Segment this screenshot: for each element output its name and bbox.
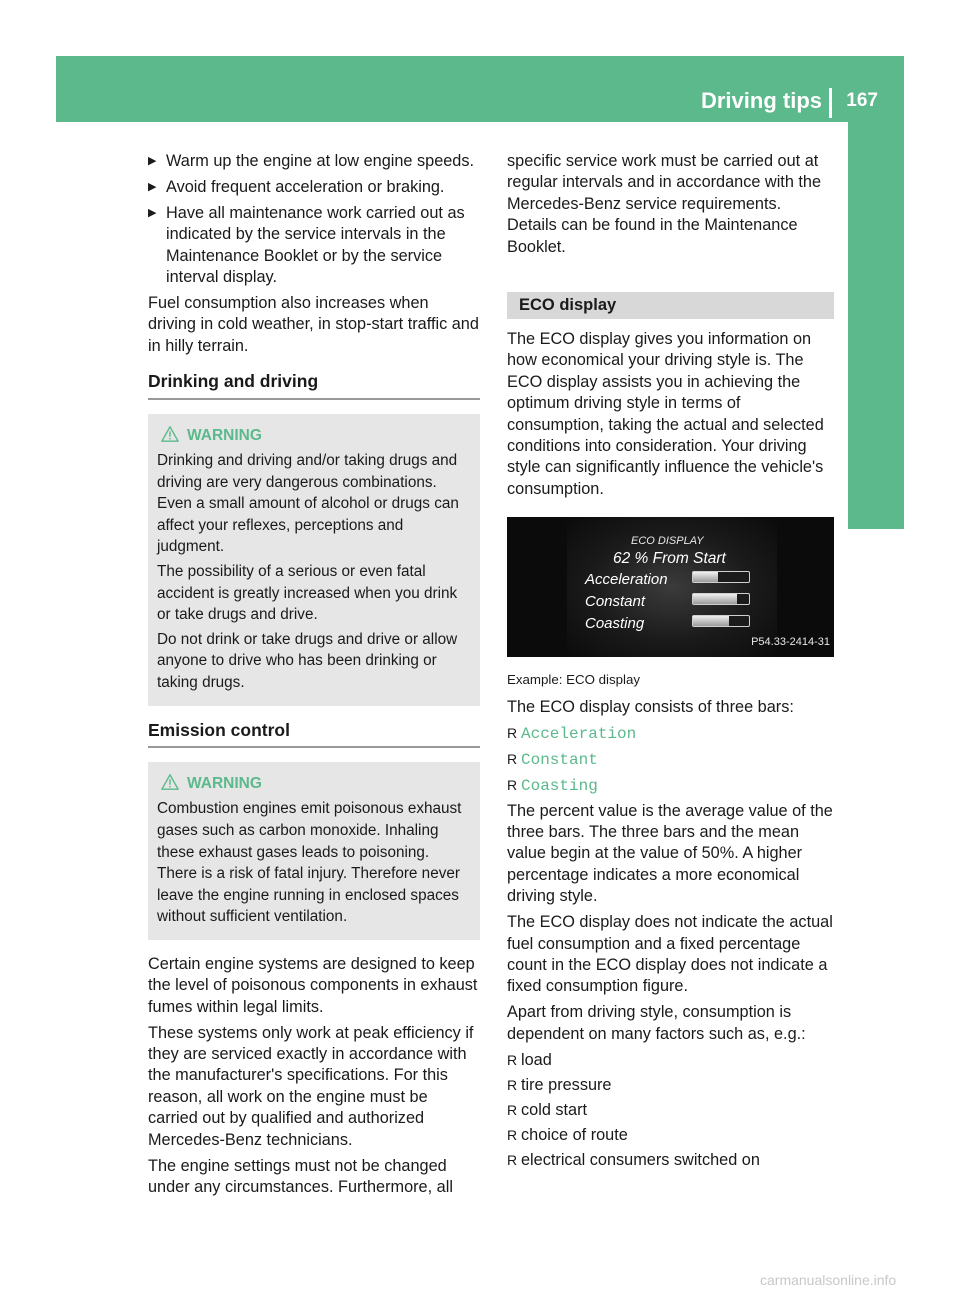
eco-row-label: Constant bbox=[585, 593, 646, 611]
list-item: R Coasting bbox=[507, 775, 834, 797]
list-item: R Constant bbox=[507, 749, 834, 771]
warning-triangle-icon bbox=[161, 773, 179, 791]
paragraph: Apart from driving style, consumption is dependent on many factors such as, e.g.: bbox=[507, 1003, 806, 1043]
list-item: R choice of route bbox=[507, 1125, 834, 1146]
watermark: carmanualsonline.info bbox=[760, 1272, 897, 1288]
warning-box bbox=[148, 762, 480, 940]
eco-bar-constant bbox=[692, 593, 750, 605]
left-column bbox=[148, 151, 480, 1203]
list-item: R electrical consumers switched on bbox=[507, 1150, 834, 1171]
side-marker bbox=[848, 487, 904, 529]
paragraph: The ECO display does not indicate the actual fuel consumption and a fixed percentage count in the ECO display does not indicate a fixed consumption figure. bbox=[507, 913, 833, 996]
heading-drinking-driving: Drinking and driving bbox=[148, 371, 480, 399]
image-code: P54.33-2414-31 bbox=[751, 635, 830, 648]
header-separator bbox=[829, 88, 832, 118]
eco-row-label: Coasting bbox=[585, 615, 645, 633]
eco-display-title: ECO DISPLAY bbox=[631, 535, 704, 548]
paragraph: Fuel consumption also increases when driving in cold weather, in stop-start traffic and in hilly terrain. bbox=[148, 293, 479, 355]
right-column bbox=[507, 151, 834, 1175]
tip-item: ▶ Avoid frequent acceleration or braking. bbox=[148, 177, 480, 198]
warning-title: WARNING bbox=[157, 425, 471, 446]
heading-eco-display: ECO display bbox=[507, 292, 834, 319]
paragraph: The ECO display consists of three bars: bbox=[507, 697, 794, 716]
eco-display-image bbox=[507, 517, 834, 657]
warning-text: The possibility of a serious or even fatal accident is greatly increased when you drink or take drugs and drive. bbox=[157, 562, 458, 624]
warning-box bbox=[148, 414, 480, 706]
list-item: R Acceleration bbox=[507, 723, 834, 745]
list-item: R cold start bbox=[507, 1100, 834, 1121]
warning-text: Drinking and driving and/or taking drugs and driving are very dangerous combinations. Even a small amount of alcohol or drugs can affect your reflexes, perceptions and judgment. bbox=[157, 451, 459, 556]
warning-text: Do not drink or take drugs and drive or allow anyone to drive who has been drinking or taking drugs. bbox=[157, 630, 458, 691]
paragraph: The engine settings must not be changed under any circumstances. Furthermore, all bbox=[148, 1156, 453, 1196]
warning-triangle-icon bbox=[161, 425, 179, 443]
section-title: Driving tips bbox=[700, 88, 822, 113]
eco-display-percent: 62 % From Start bbox=[613, 550, 726, 568]
eco-bar-acceleration bbox=[692, 571, 750, 583]
tip-item: ▶ Warm up the engine at low engine speeds. bbox=[148, 151, 480, 172]
paragraph: The ECO display gives you information on how economical your driving style is. The ECO display assists you in achieving the optimum driving style in terms of consumption, taking the actual and selected conditions into consideration. Your driving style can significantly influence the vehicle's consumption. bbox=[507, 330, 824, 498]
warning-title: WARNING bbox=[157, 773, 471, 794]
paragraph: The percent value is the average value of the three bars. The three bars and the mean value begin at the value of 50%. A higher percentage indicates a more economical driving style. bbox=[507, 801, 833, 906]
header-bar bbox=[56, 56, 904, 122]
list-item: R load bbox=[507, 1050, 834, 1071]
paragraph: Certain engine systems are designed to keep the level of poisonous components in exhaust fumes within legal limits. bbox=[148, 954, 478, 1016]
chapter-label: Driving and parking bbox=[857, 230, 883, 452]
heading-emission-control: Emission control bbox=[148, 720, 480, 748]
page-number: 167 bbox=[846, 90, 878, 111]
image-caption: Example: ECO display bbox=[507, 672, 641, 688]
eco-bar-coasting bbox=[692, 615, 750, 627]
warning-text: Combustion engines emit poisonous exhaust gases such as carbon monoxide. Inhaling these exhaust gases leads to poisoning. There is a risk of fatal injury. Therefore never leave the engine running in enclosed spaces without sufficient ventilation. bbox=[157, 800, 462, 926]
paragraph: specific service work must be carried out at regular intervals and in accordance with the Mercedes-Benz service requirements. Details can be found in the Maintenance Booklet. bbox=[507, 152, 822, 256]
list-item: R tire pressure bbox=[507, 1075, 834, 1096]
paragraph: These systems only work at peak efficiency if they are serviced exactly in accordance with the manufacturer's specifications. For this reason, all work on the engine must be carried out by qualified and authorized Mercedes-Benz technicians. bbox=[148, 1023, 474, 1149]
eco-row-label: Acceleration bbox=[585, 571, 668, 589]
tip-item: ▶ Have all maintenance work carried out as indicated by the service intervals in the Maintenance Booklet or by the service interval display. bbox=[148, 203, 480, 289]
